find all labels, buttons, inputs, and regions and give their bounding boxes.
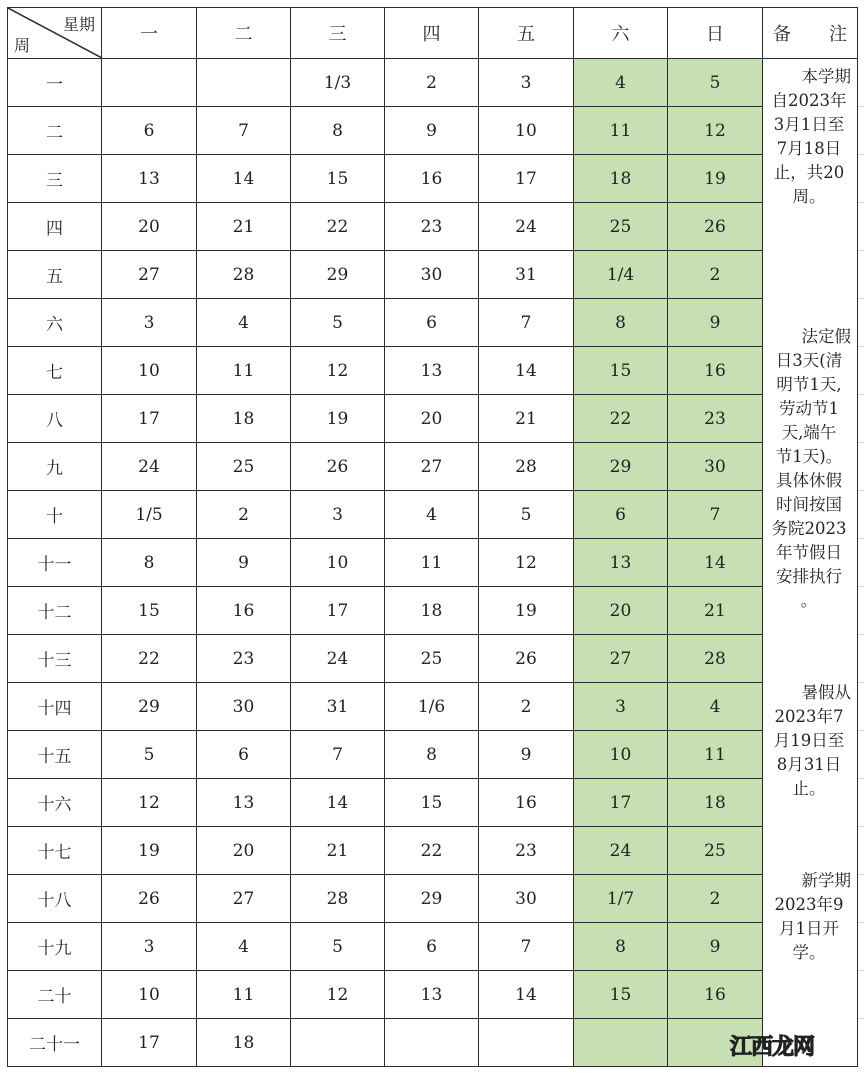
note-line: 止。	[792, 779, 826, 798]
note-line: 2023年7	[774, 707, 844, 726]
date-cell-mon: 1/5	[102, 491, 197, 539]
date-cell-fri: 26	[479, 635, 574, 683]
date-cell-sun: 5	[668, 59, 763, 107]
note-line: 法定假	[801, 327, 851, 346]
week-number-cell: 十九	[8, 923, 102, 971]
date-cell-mon: 10	[102, 347, 197, 395]
date-cell-tue: 18	[197, 395, 291, 443]
note-line: 7月18日	[776, 139, 842, 158]
date-cell-tue: 25	[197, 443, 291, 491]
date-cell-mon: 17	[102, 1019, 197, 1067]
week-row	[8, 203, 858, 251]
week-row	[8, 107, 858, 155]
week-row	[8, 155, 858, 203]
date-cell-thu: 16	[385, 155, 479, 203]
date-cell-sat: 27	[574, 635, 668, 683]
date-cell-wed: 17	[291, 587, 385, 635]
note-line: 本学期	[801, 67, 851, 86]
date-cell-tue: 6	[197, 731, 291, 779]
week-number-cell: 十	[8, 491, 102, 539]
date-cell-sat: 4	[574, 59, 668, 107]
note-line: 月19日至	[773, 731, 845, 750]
week-row	[8, 683, 858, 731]
date-cell-sat: 29	[574, 443, 668, 491]
day-header-fri: 五	[479, 8, 574, 59]
date-cell-sun: 9	[668, 299, 763, 347]
school-calendar-table	[7, 7, 858, 1067]
date-cell-mon: 13	[102, 155, 197, 203]
notes-header-char-2: 注	[829, 24, 847, 45]
note-line: 新学期	[801, 871, 851, 890]
date-cell-tue: 16	[197, 587, 291, 635]
week-row	[8, 971, 858, 1019]
date-cell-sat: 11	[574, 107, 668, 155]
date-cell-fri: 12	[479, 539, 574, 587]
date-cell-sat: 10	[574, 731, 668, 779]
date-cell-thu: 25	[385, 635, 479, 683]
date-cell-fri: 14	[479, 971, 574, 1019]
date-cell-tue: 7	[197, 107, 291, 155]
date-cell-wed: 8	[291, 107, 385, 155]
date-cell-thu	[385, 1019, 479, 1067]
date-cell-sat: 25	[574, 203, 668, 251]
date-cell-thu: 30	[385, 251, 479, 299]
week-number-cell: 七	[8, 347, 102, 395]
date-cell-mon: 12	[102, 779, 197, 827]
note-line: 时间按国	[776, 495, 842, 514]
note-new-term	[767, 869, 851, 965]
date-cell-thu: 23	[385, 203, 479, 251]
day-header-wed: 三	[291, 8, 385, 59]
date-cell-wed: 28	[291, 875, 385, 923]
note-line: 学。	[792, 943, 826, 962]
date-cell-tue: 11	[197, 347, 291, 395]
note-line: 节1天)。	[775, 447, 843, 466]
date-cell-wed: 14	[291, 779, 385, 827]
week-number-cell: 二十一	[8, 1019, 102, 1067]
date-cell-fri: 31	[479, 251, 574, 299]
date-cell-fri: 16	[479, 779, 574, 827]
date-cell-fri: 21	[479, 395, 574, 443]
date-cell-sat: 15	[574, 347, 668, 395]
date-cell-thu: 2	[385, 59, 479, 107]
week-row	[8, 923, 858, 971]
date-cell-thu: 13	[385, 347, 479, 395]
week-number-cell: 十四	[8, 683, 102, 731]
note-line: 8月31日	[776, 755, 842, 774]
date-cell-sun: 18	[668, 779, 763, 827]
date-cell-fri: 3	[479, 59, 574, 107]
week-number-cell: 九	[8, 443, 102, 491]
week-number-cell: 十六	[8, 779, 102, 827]
date-cell-wed: 10	[291, 539, 385, 587]
notes-cell	[763, 59, 858, 1067]
day-header-thu: 四	[385, 8, 479, 59]
date-cell-wed: 29	[291, 251, 385, 299]
date-cell-tue: 2	[197, 491, 291, 539]
note-line: 月1日开	[779, 919, 839, 938]
date-cell-fri: 7	[479, 923, 574, 971]
date-cell-thu: 18	[385, 587, 479, 635]
date-cell-mon: 20	[102, 203, 197, 251]
note-line: 年节假日	[776, 543, 842, 562]
date-cell-sat: 24	[574, 827, 668, 875]
watermark-logo	[730, 1030, 814, 1061]
date-cell-thu: 20	[385, 395, 479, 443]
week-number-cell: 十一	[8, 539, 102, 587]
week-number-cell: 八	[8, 395, 102, 443]
date-cell-thu: 4	[385, 491, 479, 539]
note-line: 周。	[792, 187, 826, 206]
date-cell-tue: 21	[197, 203, 291, 251]
date-cell-sat: 22	[574, 395, 668, 443]
week-number-cell: 十三	[8, 635, 102, 683]
week-number-cell: 十七	[8, 827, 102, 875]
week-row	[8, 779, 858, 827]
date-cell-fri: 23	[479, 827, 574, 875]
date-cell-sun: 16	[668, 347, 763, 395]
date-cell-fri: 9	[479, 731, 574, 779]
week-row	[8, 635, 858, 683]
date-cell-sat: 1/4	[574, 251, 668, 299]
date-cell-wed: 3	[291, 491, 385, 539]
week-row	[8, 299, 858, 347]
date-cell-sat: 20	[574, 587, 668, 635]
date-cell-wed: 15	[291, 155, 385, 203]
date-cell-sat: 6	[574, 491, 668, 539]
date-cell-sun: 11	[668, 731, 763, 779]
day-header-sun: 日	[668, 8, 763, 59]
date-cell-fri: 30	[479, 875, 574, 923]
date-cell-tue: 20	[197, 827, 291, 875]
date-cell-sun: 16	[668, 971, 763, 1019]
date-cell-wed: 19	[291, 395, 385, 443]
week-row	[8, 59, 858, 107]
date-cell-wed: 5	[291, 923, 385, 971]
date-cell-sun: 25	[668, 827, 763, 875]
note-line: 自2023年	[771, 91, 847, 110]
date-cell-wed: 7	[291, 731, 385, 779]
note-line: 明节1天,	[776, 375, 842, 394]
date-cell-fri	[479, 1019, 574, 1067]
week-row	[8, 443, 858, 491]
date-cell-fri: 7	[479, 299, 574, 347]
week-row	[8, 251, 858, 299]
date-cell-wed: 1/3	[291, 59, 385, 107]
note-line: 日3天(清	[775, 351, 843, 370]
notes-header	[763, 8, 858, 59]
date-cell-sat: 3	[574, 683, 668, 731]
date-cell-mon: 22	[102, 635, 197, 683]
week-row	[8, 395, 858, 443]
date-cell-sat: 8	[574, 923, 668, 971]
corner-header-cell	[8, 8, 102, 59]
watermark-part-2: 龙网	[772, 1035, 815, 1060]
date-cell-tue: 4	[197, 923, 291, 971]
date-cell-sun: 23	[668, 395, 763, 443]
date-cell-mon: 6	[102, 107, 197, 155]
date-cell-tue: 27	[197, 875, 291, 923]
date-cell-fri: 10	[479, 107, 574, 155]
note-line: 2023年9	[774, 895, 844, 914]
date-cell-wed: 21	[291, 827, 385, 875]
note-line: 暑假从	[801, 683, 851, 702]
week-number-cell: 二十	[8, 971, 102, 1019]
day-header-tue: 二	[197, 8, 291, 59]
note-holidays	[767, 325, 851, 613]
week-row	[8, 827, 858, 875]
date-cell-wed	[291, 1019, 385, 1067]
date-cell-thu: 9	[385, 107, 479, 155]
date-cell-thu: 27	[385, 443, 479, 491]
date-cell-sun: 19	[668, 155, 763, 203]
date-cell-sat: 13	[574, 539, 668, 587]
week-number-cell: 二	[8, 107, 102, 155]
week-axis-label: 周	[14, 36, 31, 55]
week-number-cell: 六	[8, 299, 102, 347]
date-cell-tue	[197, 59, 291, 107]
date-cell-sun: 7	[668, 491, 763, 539]
date-cell-wed: 12	[291, 971, 385, 1019]
date-cell-wed: 31	[291, 683, 385, 731]
header-row	[8, 8, 858, 59]
date-cell-mon: 15	[102, 587, 197, 635]
date-cell-fri: 17	[479, 155, 574, 203]
note-line: 止，共20	[773, 163, 845, 182]
date-cell-fri: 2	[479, 683, 574, 731]
date-cell-mon: 3	[102, 299, 197, 347]
day-header-sat: 六	[574, 8, 668, 59]
date-cell-tue: 13	[197, 779, 291, 827]
date-cell-thu: 15	[385, 779, 479, 827]
week-row	[8, 491, 858, 539]
date-cell-sun: 28	[668, 635, 763, 683]
date-cell-mon: 8	[102, 539, 197, 587]
date-cell-wed: 12	[291, 347, 385, 395]
date-cell-sat: 15	[574, 971, 668, 1019]
date-cell-mon: 17	[102, 395, 197, 443]
date-cell-sat: 1/7	[574, 875, 668, 923]
date-cell-fri: 5	[479, 491, 574, 539]
date-cell-sat: 17	[574, 779, 668, 827]
date-cell-thu: 13	[385, 971, 479, 1019]
date-cell-mon: 24	[102, 443, 197, 491]
date-cell-thu: 1/6	[385, 683, 479, 731]
note-summer-break	[767, 681, 851, 801]
week-number-cell: 三	[8, 155, 102, 203]
date-cell-tue: 9	[197, 539, 291, 587]
date-cell-tue: 28	[197, 251, 291, 299]
date-cell-sun: 2	[668, 251, 763, 299]
note-line: 安排执行	[776, 567, 842, 586]
date-cell-sun: 2	[668, 875, 763, 923]
week-number-cell: 十二	[8, 587, 102, 635]
date-cell-sun: 30	[668, 443, 763, 491]
date-cell-sat: 8	[574, 299, 668, 347]
date-cell-tue: 14	[197, 155, 291, 203]
note-line: 天,端午	[781, 423, 837, 442]
notes-header-char-1: 备	[773, 24, 791, 45]
date-cell-tue: 11	[197, 971, 291, 1019]
week-number-cell: 四	[8, 203, 102, 251]
week-row	[8, 347, 858, 395]
week-row	[8, 875, 858, 923]
date-cell-wed: 5	[291, 299, 385, 347]
week-row	[8, 587, 858, 635]
date-cell-fri: 28	[479, 443, 574, 491]
date-cell-fri: 14	[479, 347, 574, 395]
note-line: 劳动节1	[779, 399, 839, 418]
date-cell-fri: 24	[479, 203, 574, 251]
week-row	[8, 539, 858, 587]
date-cell-sun: 12	[668, 107, 763, 155]
date-cell-fri: 19	[479, 587, 574, 635]
note-line: 务院2023	[771, 519, 847, 538]
week-row	[8, 731, 858, 779]
date-cell-sun: 21	[668, 587, 763, 635]
date-cell-sat	[574, 1019, 668, 1067]
date-cell-wed: 26	[291, 443, 385, 491]
date-cell-thu: 29	[385, 875, 479, 923]
week-number-cell: 五	[8, 251, 102, 299]
date-cell-tue: 23	[197, 635, 291, 683]
week-number-cell: 十五	[8, 731, 102, 779]
date-cell-mon: 27	[102, 251, 197, 299]
date-cell-thu: 8	[385, 731, 479, 779]
note-semester	[767, 65, 851, 209]
note-line: 。	[800, 591, 818, 610]
date-cell-wed: 22	[291, 203, 385, 251]
date-cell-mon	[102, 59, 197, 107]
date-cell-mon: 29	[102, 683, 197, 731]
date-cell-sun: 4	[668, 683, 763, 731]
date-cell-wed: 24	[291, 635, 385, 683]
date-cell-mon: 26	[102, 875, 197, 923]
spreadsheet-gridlines	[857, 0, 864, 1075]
watermark-part-1: 江西	[730, 1035, 773, 1060]
date-cell-sun: 14	[668, 539, 763, 587]
date-cell-thu: 6	[385, 923, 479, 971]
date-cell-sat: 18	[574, 155, 668, 203]
weekday-axis-label: 星期	[62, 15, 95, 34]
date-cell-mon: 19	[102, 827, 197, 875]
date-cell-thu: 6	[385, 299, 479, 347]
week-number-cell: 一	[8, 59, 102, 107]
date-cell-mon: 5	[102, 731, 197, 779]
date-cell-tue: 4	[197, 299, 291, 347]
date-cell-mon: 10	[102, 971, 197, 1019]
week-number-cell: 十八	[8, 875, 102, 923]
date-cell-thu: 22	[385, 827, 479, 875]
date-cell-mon: 3	[102, 923, 197, 971]
note-line: 3月1日至	[773, 115, 845, 134]
date-cell-tue: 30	[197, 683, 291, 731]
date-cell-tue: 18	[197, 1019, 291, 1067]
day-header-mon: 一	[102, 8, 197, 59]
date-cell-sun: 26	[668, 203, 763, 251]
date-cell-sun: 9	[668, 923, 763, 971]
note-line: 具体休假	[776, 471, 842, 490]
date-cell-thu: 11	[385, 539, 479, 587]
